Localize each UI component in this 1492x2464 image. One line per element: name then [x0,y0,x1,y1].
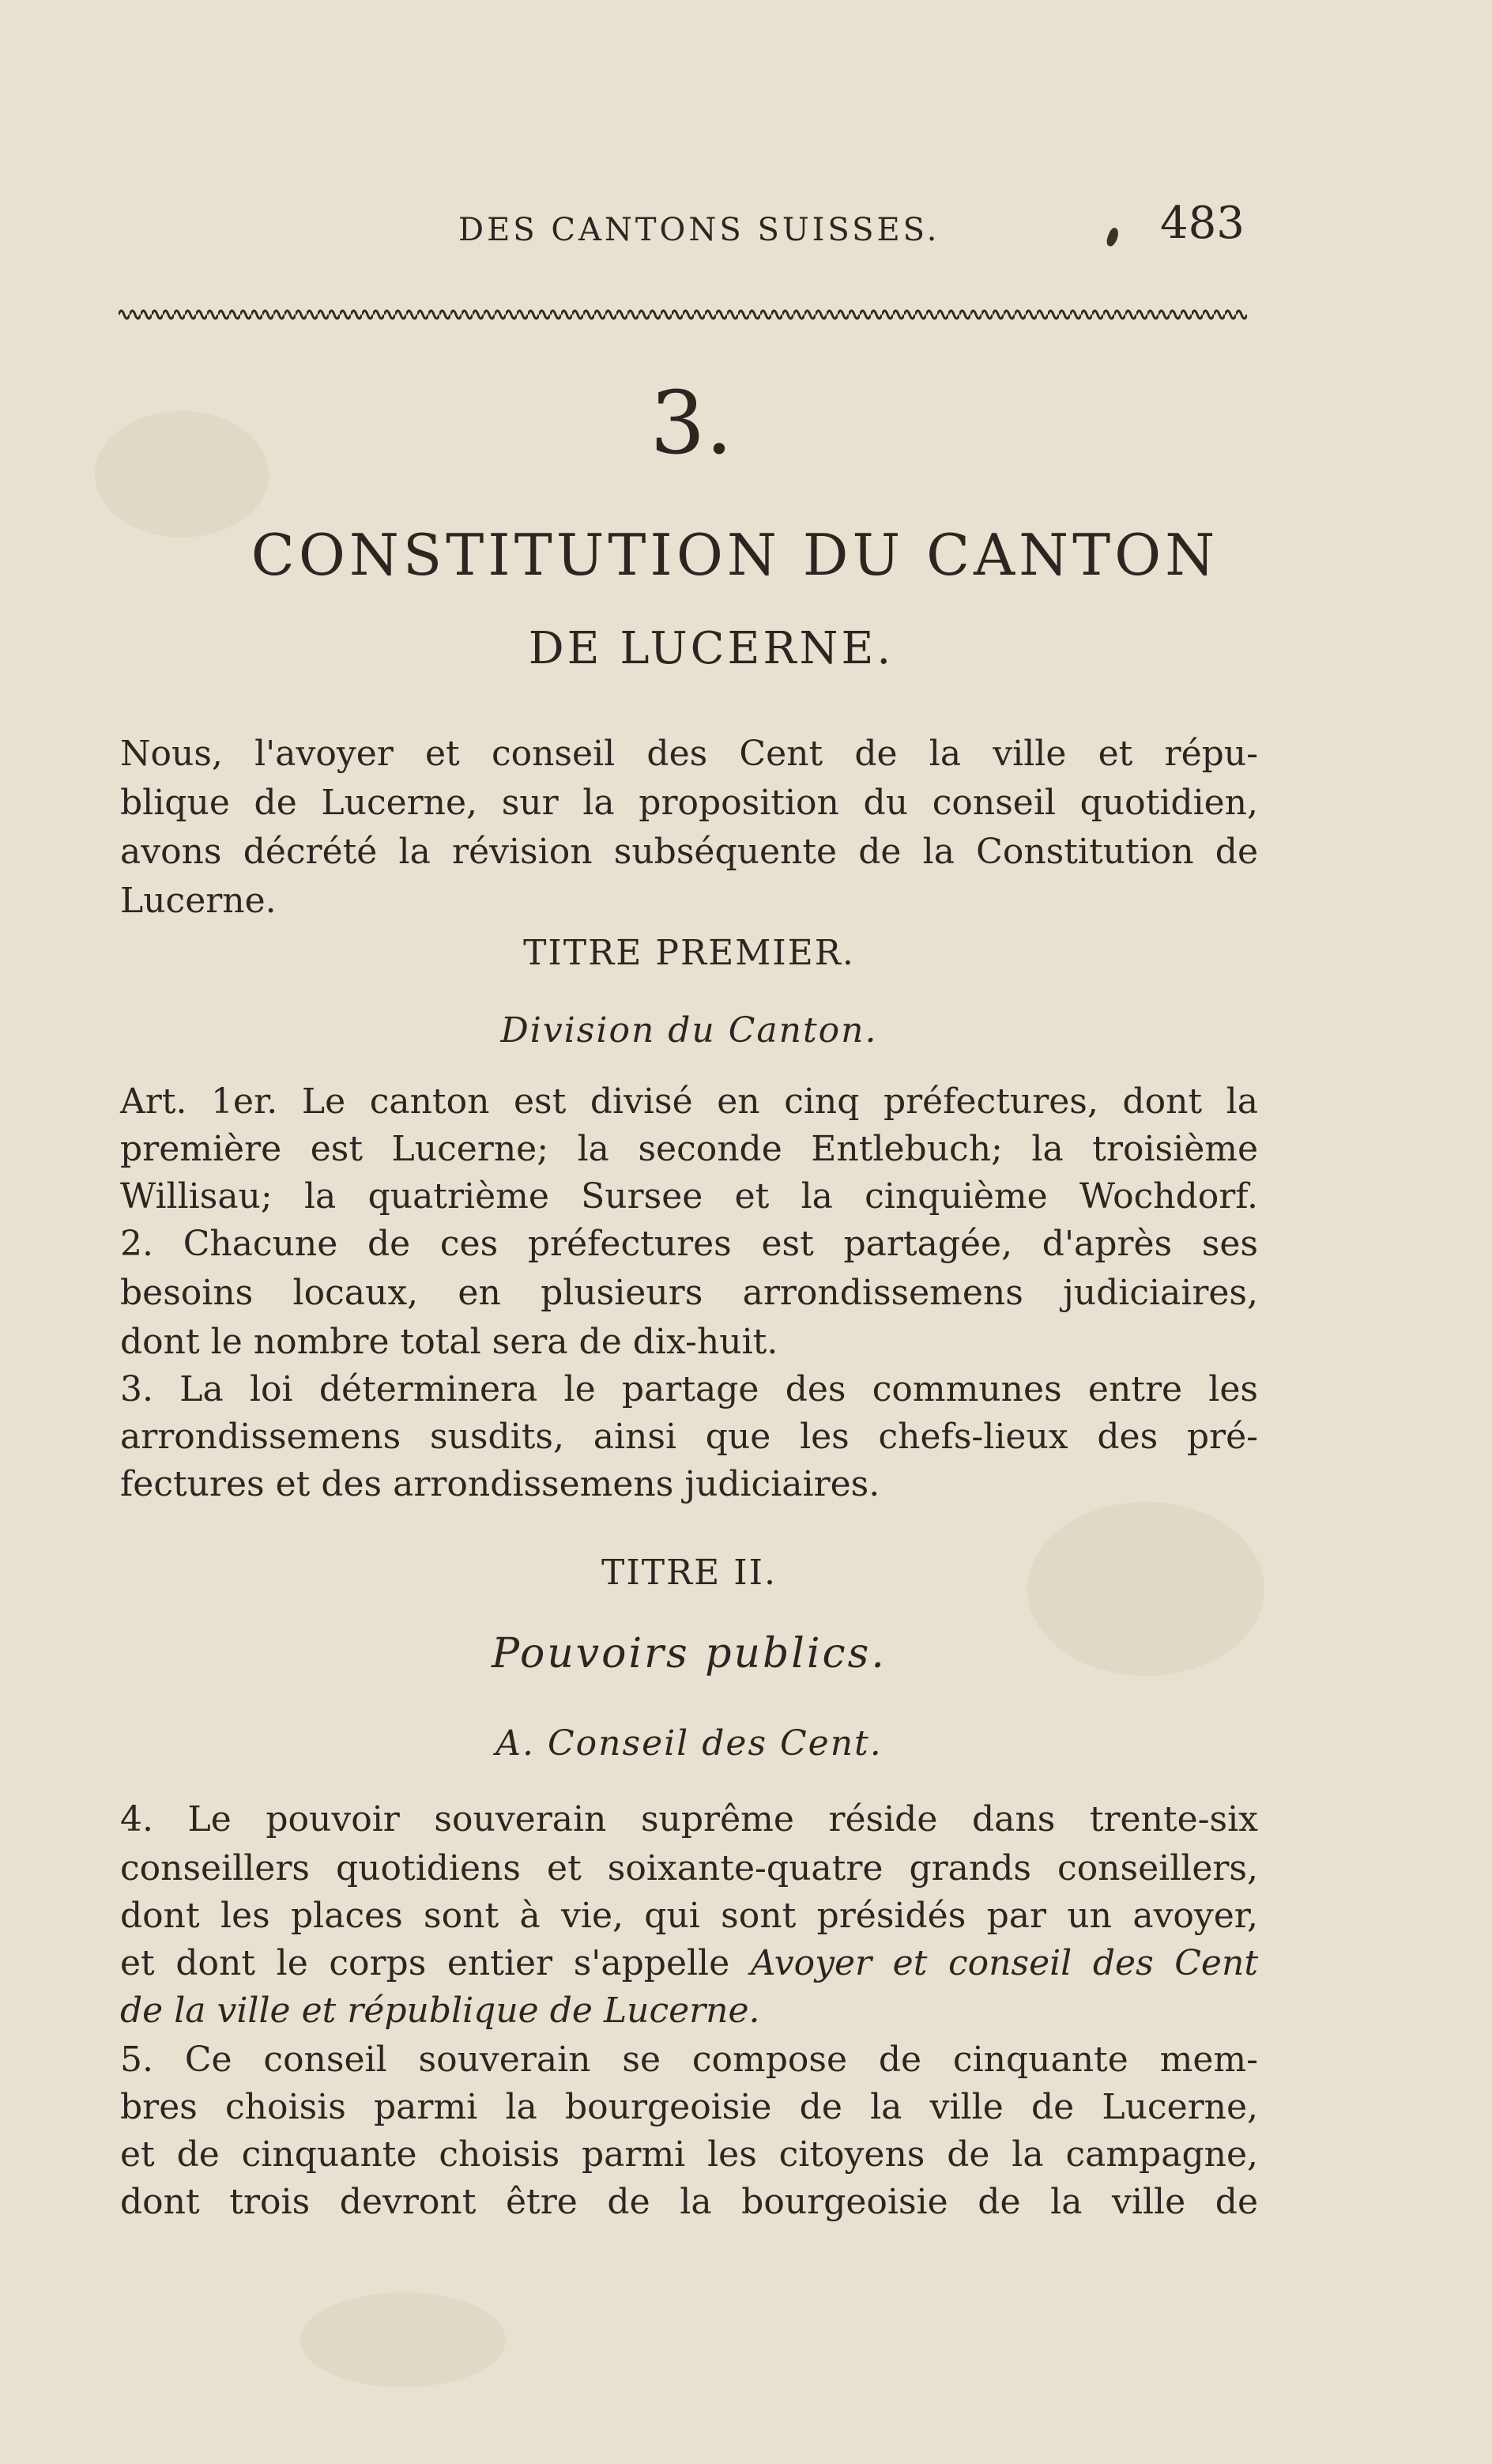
article-line: première est Lucerne; la seconde Entlebuch; la troisième [120,1129,1258,1169]
article-line: 3. La loi déterminera le partage des communes entre les [120,1369,1258,1409]
article-line: dont trois devront être de la bourgeoisie de la ville de [120,2182,1258,2222]
article-line: bres choisis parmi la bourgeoisie de la ville de Lucerne, [120,2087,1258,2127]
article-text: et dont le corps entier s'appelle [120,1943,751,1983]
division-subheading: Division du Canton. [500,1010,878,1051]
pouvoirs-subheading: Pouvoirs publics. [492,1630,887,1677]
preamble-line: Lucerne. [120,881,277,921]
article-line [120,1943,1258,1983]
ornamental-rule [119,302,1247,323]
paper-stain [300,2292,506,2387]
article-line: 5. Ce conseil souverain se compose de cinquante mem- [120,2039,1258,2080]
preamble-line: avons décrété la révision subséquente de la Constitution de [120,832,1258,872]
article-line: 4. Le pouvoir souverain suprême réside dans trente-six [120,1799,1258,1840]
article-line: Willisau; la quatrième Sursee et la cinquième Wochdorf. [120,1176,1258,1217]
article-line: fectures et des arrondissemens judiciaires. [120,1464,880,1504]
article-line: et de cinquante choisis parmi les citoyens de la campagne, [120,2134,1258,2175]
article-italic-text: Avoyer et conseil des Cent [750,1943,1258,1983]
article-line: arrondissemens susdits, ainsi que les chefs-lieux des pré- [120,1417,1258,1457]
article-line: 2. Chacune de ces préfectures est partagée, d'après ses [120,1224,1258,1264]
ink-speck [1105,227,1121,248]
article-line: conseillers quotidiens et soixante-quatre grands conseillers, [120,1848,1258,1889]
preamble-line: Nous, l'avoyer et conseil des Cent de la ville et répu- [120,734,1258,774]
document-subtitle: DE LUCERNE. [528,623,895,674]
preamble-line: blique de Lucerne, sur la proposition du conseil quotidien, [120,783,1258,823]
paper-stain [95,411,269,538]
conseil-subsection-heading: A. Conseil des Cent. [495,1723,883,1764]
article-line: de la ville et république de Lucerne. [120,1990,760,2031]
titre-ii-heading: TITRE II. [601,1553,778,1593]
running-header: DES CANTONS SUISSES. [458,212,940,248]
titre-premier-heading: TITRE PREMIER. [523,933,855,973]
section-number: 3. [650,372,733,474]
article-line: Art. 1er. Le canton est divisé en cinq préfectures, dont la [120,1081,1258,1122]
page-number: 483 [1160,198,1245,249]
article-line: besoins locaux, en plusieurs arrondissemens judiciaires, [120,1273,1258,1313]
document-title: CONSTITUTION DU CANTON [251,522,1219,588]
article-line: dont les places sont à vie, qui sont présidés par un avoyer, [120,1896,1258,1936]
article-line: dont le nombre total sera de dix-huit. [120,1322,778,1362]
